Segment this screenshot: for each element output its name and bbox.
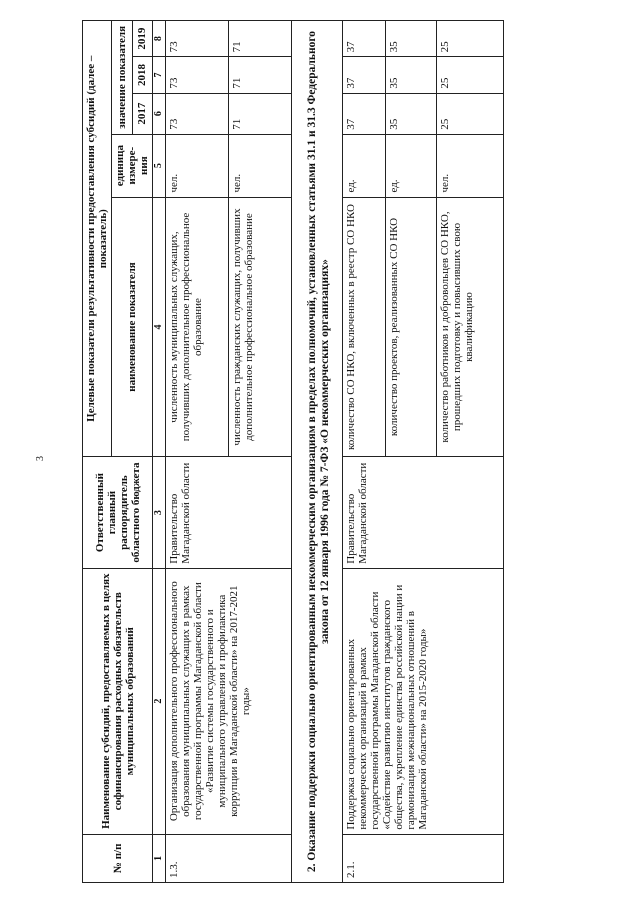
header-value-group: значение показателя [112,21,133,135]
indicator-unit: чел. [229,134,292,197]
row-number: 2.1. [343,834,504,882]
indicator-value: 37 [343,93,386,134]
row-number: 1.3. [166,834,292,882]
responsible-body: Правительство Магаданской области [166,457,292,568]
indicator-value: 25 [437,93,504,134]
indicator-name: количество проектов, реализованных СО НКО [386,197,437,457]
indicator-value: 37 [343,57,386,93]
subsidies-table [82,20,504,883]
header-year: 2017 [132,93,153,134]
header-num: № п/п [83,834,153,882]
indicator-value: 35 [386,57,437,93]
indicator-value: 71 [229,57,292,93]
subsidy-name: Поддержка социально ориентированных некоммерческих организаций в рамках государственной программы Магаданской области «Содействие развитию институтов гражданского общества, укрепление единства российской нации и гармонизация межнациональных отношений в Магаданской области» на 2015-2020 годы» [343,568,504,834]
indicator-value: 73 [166,93,229,134]
header-unit: единица измере- ния [112,134,153,197]
column-number: 3 [153,457,166,568]
indicator-name: количество работников и добровольцев СО НКО, прошедших подготовку и повысивших свою квалификацию [437,197,504,457]
column-number: 4 [153,197,166,457]
indicator-name: численность гражданских служащих, получивших дополнительное профессиональное образование [229,197,292,457]
indicator-value: 73 [166,21,229,57]
section-heading-row [292,21,343,883]
indicator-value: 35 [386,93,437,134]
header-responsible: Ответственный главный распорядитель областного бюджета [83,457,153,568]
column-number: 8 [153,21,166,57]
column-number: 7 [153,57,166,93]
header-indicators-group: Целевые показатели результативности предоставления субсидий (далее – показатель) [83,21,112,457]
indicator-unit: чел. [166,134,229,197]
indicator-unit: ед. [386,134,437,197]
header-year: 2018 [132,57,153,93]
indicator-value: 37 [343,21,386,57]
header-subsidy-name: Наименование субсидий, предоставляемых в целях софинансирования расходных обязательств муниципальных образований [83,568,153,834]
subsidy-name: Организация дополнительного профессионального образования муниципальных служащих в рамках государственной программы Магаданской области «Развитие системы государственного и муниципального управления и профилактика коррупции в Магаданской области» на 2017-2021 годы» [166,568,292,834]
indicator-value: 35 [386,21,437,57]
indicator-value: 25 [437,21,504,57]
indicator-name: численность муниципальных служащих, получивших дополнительное профессиональное образование [166,197,229,457]
column-number: 5 [153,134,166,197]
table-row [343,21,386,883]
indicator-unit: ед. [343,134,386,197]
responsible-body: Правительство Магаданской области [343,457,504,568]
rotated-page-content [82,20,640,883]
header-year: 2019 [132,21,153,57]
indicator-value: 25 [437,57,504,93]
indicator-unit: чел. [437,134,504,197]
column-number: 6 [153,93,166,134]
header-row-1 [83,21,112,883]
section-heading: 2. Оказание поддержки социально ориентированным некоммерческим организациям в пределах полномочий, установленных статьями 31.1 и 31.3 Федерального закона от 12 января 1996 года № 7-ФЗ «О некоммерческих организациях» [292,21,343,883]
indicator-value: 71 [229,21,292,57]
indicator-value: 71 [229,93,292,134]
table-row [166,21,229,883]
column-number-row [153,21,166,883]
page-number: 3 [35,456,46,461]
header-indicator-name: наименование показателя [112,197,153,457]
indicator-name: количество СО НКО, включенных в реестр СО НКО [343,197,386,457]
column-number: 1 [153,834,166,882]
indicator-value: 73 [166,57,229,93]
column-number: 2 [153,568,166,834]
